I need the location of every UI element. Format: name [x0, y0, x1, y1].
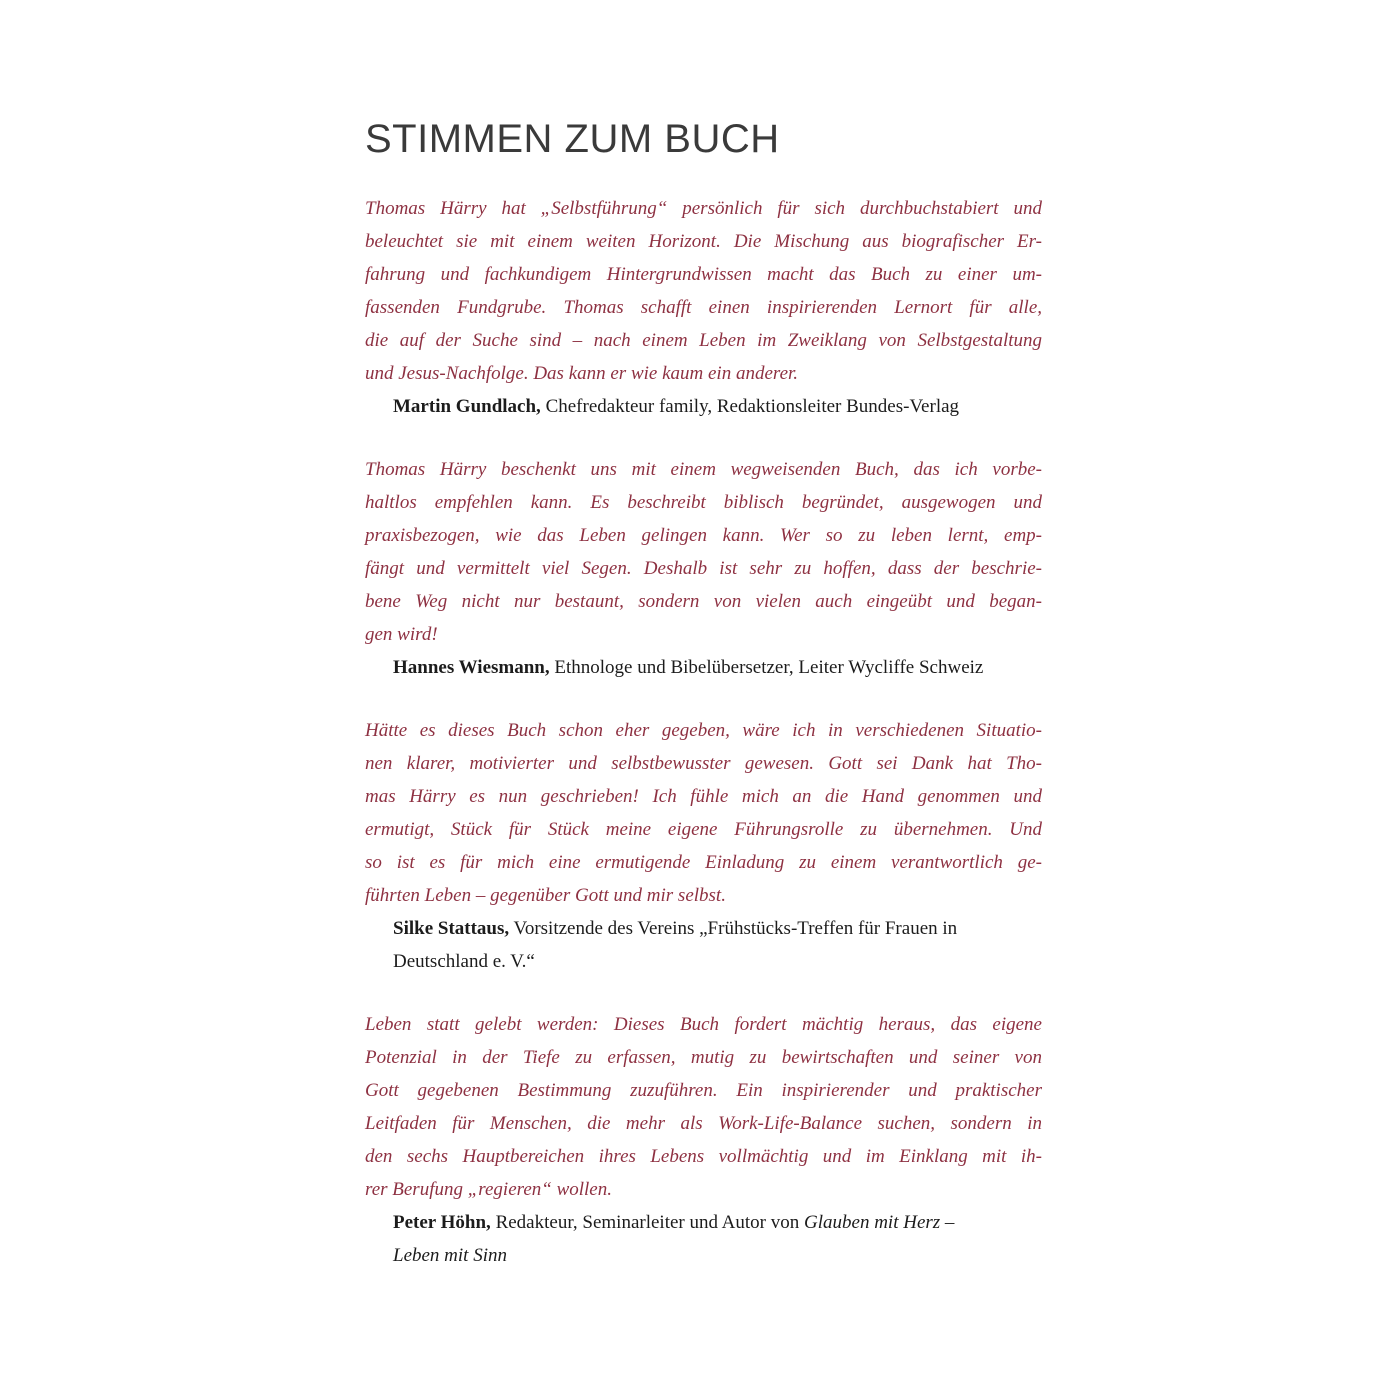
quote-line: rer Berufung „regieren“ wollen. — [365, 1179, 612, 1200]
quote-line: gen wird! — [365, 624, 438, 645]
testimonial-quote — [365, 714, 1042, 912]
attribution-name: Hannes Wiesmann, — [393, 657, 550, 678]
quote-line: den sechs Hauptbereichen ihres Lebens vollmächtig und im Einklang mit ih- — [365, 1146, 1042, 1167]
testimonial-attribution — [365, 912, 1042, 978]
testimonials-list — [365, 192, 1042, 1272]
attribution-line — [393, 1239, 1042, 1272]
quote-line: fängt und vermittelt viel Segen. Deshalb ist sehr zu hoffen, dass der beschrie- — [365, 558, 1042, 579]
attribution-line — [393, 1206, 1042, 1239]
quote-line: führten Leben – gegenüber Gott und mir selbst. — [365, 885, 726, 906]
testimonial-block — [365, 453, 1042, 684]
attribution-line — [393, 912, 1042, 945]
attribution-role: Deutschland e. V.“ — [393, 951, 535, 972]
quote-line: Leben statt gelebt werden: Dieses Buch fordert mächtig heraus, das eigene — [365, 1014, 1042, 1035]
quote-line: Thomas Härry hat „Selbstführung“ persönlich für sich durchbuchstabiert und — [365, 198, 1042, 219]
testimonial-quote — [365, 453, 1042, 651]
quote-line: und Jesus-Nachfolge. Das kann er wie kaum ein anderer. — [365, 363, 799, 384]
attribution-name: Silke Stattaus, — [393, 918, 510, 939]
testimonial-block — [365, 192, 1042, 423]
attribution-name: Peter Höhn, — [393, 1212, 491, 1233]
attribution-line — [393, 390, 1042, 423]
attribution-line — [393, 651, 1042, 684]
quote-line: Potenzial in der Tiefe zu erfassen, mutig zu bewirtschaften und seiner von — [365, 1047, 1042, 1068]
quote-line: fassenden Fundgrube. Thomas schafft einen inspirierenden Lernort für alle, — [365, 297, 1042, 318]
attribution-role: Ethnologe und Bibelübersetzer, Leiter Wycliffe Schweiz — [549, 657, 984, 678]
quote-line: praxisbezogen, wie das Leben gelingen kann. Wer so zu leben lernt, emp- — [365, 525, 1042, 546]
attribution-role: Vorsitzende des Vereins „Frühstücks-Treffen für Frauen in — [509, 918, 958, 939]
attribution-role: Glauben mit Herz – — [804, 1212, 955, 1233]
testimonial-block — [365, 1008, 1042, 1272]
quote-line: bene Weg nicht nur bestaunt, sondern von vielen auch eingeübt und began- — [365, 591, 1042, 612]
quote-line: ermutigt, Stück für Stück meine eigene Führungsrolle zu übernehmen. Und — [365, 819, 1042, 840]
quote-line: so ist es für mich eine ermutigende Einladung zu einem verantwortlich ge- — [365, 852, 1042, 873]
quote-line: mas Härry es nun geschrieben! Ich fühle mich an die Hand genommen und — [365, 786, 1042, 807]
quote-line: Hätte es dieses Buch schon eher gegeben, wäre ich in verschiedenen Situatio- — [365, 720, 1042, 741]
attribution-line — [393, 945, 1042, 978]
testimonial-block — [365, 714, 1042, 978]
quote-line: nen klarer, motivierter und selbstbewusster gewesen. Gott sei Dank hat Tho- — [365, 753, 1042, 774]
quote-line: beleuchtet sie mit einem weiten Horizont. Die Mischung aus biografischer Er- — [365, 231, 1042, 252]
testimonial-quote — [365, 1008, 1042, 1206]
page-title: STIMMEN ZUM BUCH — [365, 117, 780, 161]
book-page — [365, 116, 1042, 1302]
testimonial-attribution — [365, 1206, 1042, 1272]
quote-line: die auf der Suche sind – nach einem Leben im Zweiklang von Selbstgestaltung — [365, 330, 1042, 351]
attribution-name: Martin Gundlach, — [393, 396, 541, 417]
attribution-role: Redakteur, Seminarleiter und Autor von — [490, 1212, 805, 1233]
attribution-role: Chefredakteur family, Redaktionsleiter Bundes-Verlag — [540, 396, 960, 417]
quote-line: fahrung und fachkundigem Hintergrundwissen macht das Buch zu einer um- — [365, 264, 1042, 285]
quote-line: Gott gegebenen Bestimmung zuzuführen. Ein inspirierender und praktischer — [365, 1080, 1042, 1101]
quote-line: Leitfaden für Menschen, die mehr als Work-Life-Balance suchen, sondern in — [365, 1113, 1042, 1134]
attribution-role: Leben mit Sinn — [393, 1245, 507, 1266]
quote-line: haltlos empfehlen kann. Es beschreibt biblisch begründet, ausgewogen und — [365, 492, 1042, 513]
quote-line: Thomas Härry beschenkt uns mit einem wegweisenden Buch, das ich vorbe- — [365, 459, 1042, 480]
testimonial-attribution — [365, 390, 1042, 423]
testimonial-attribution — [365, 651, 1042, 684]
testimonial-quote — [365, 192, 1042, 390]
